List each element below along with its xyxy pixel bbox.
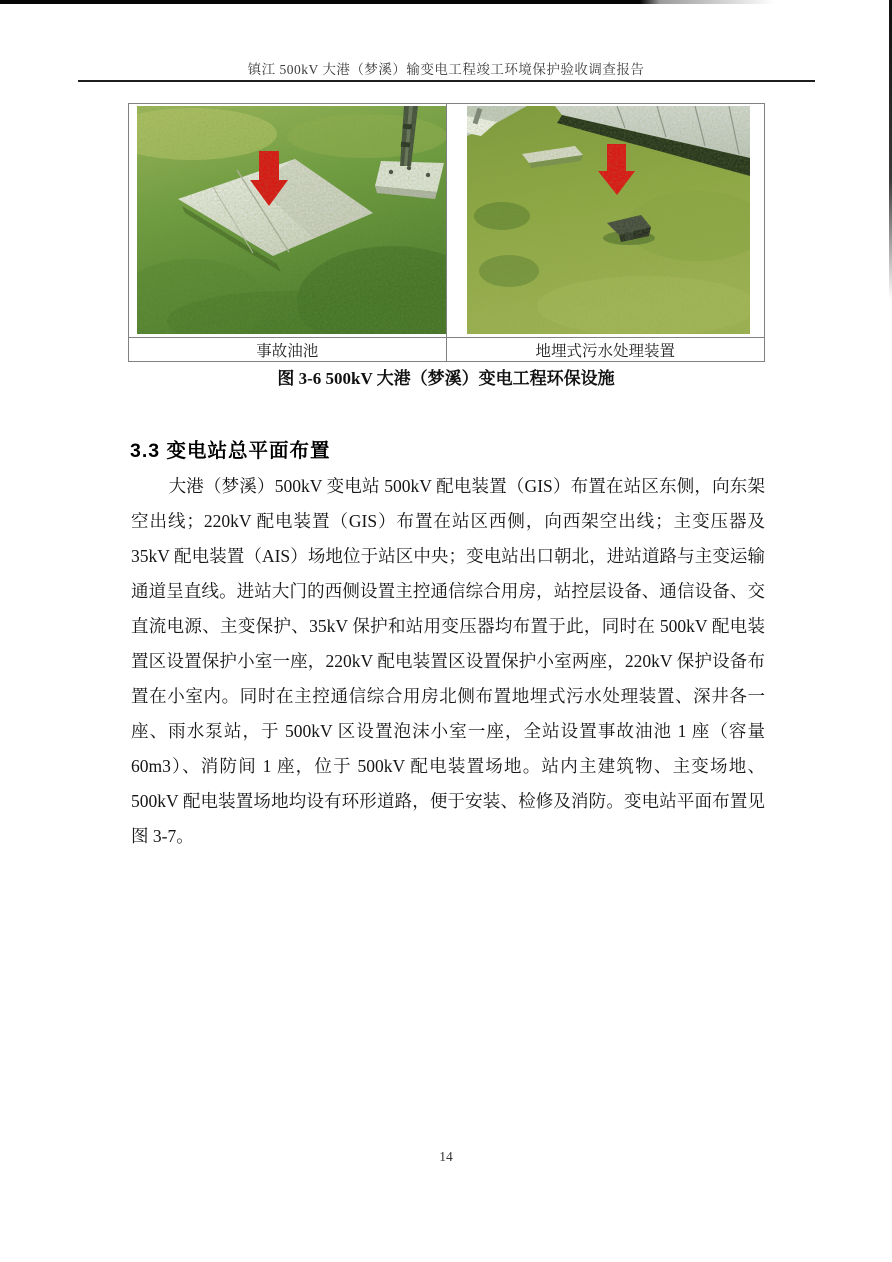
figure-caption: 图 3-6 500kV 大港（梦溪）变电工程环保设施 [277, 369, 615, 388]
photo-cell-accident-oil-pool [129, 104, 447, 337]
photo-buried-sewage-device [467, 106, 750, 334]
photo-accident-oil-pool [137, 106, 446, 334]
header-rule [78, 80, 815, 82]
photo-cell-sewage-device [447, 104, 765, 337]
page-number: 14 [439, 1149, 453, 1164]
photo-caption-accident-oil-pool: 事故油池 [129, 337, 447, 361]
page-header-title: 镇江 500kV 大港（梦溪）输变电工程竣工环境保护验收调查报告 [247, 62, 645, 77]
figure-photo-table [128, 103, 765, 362]
section-heading: 3.3 变电站总平面布置 [130, 440, 331, 462]
photo-caption-sewage-device: 地埋式污水处理装置 [447, 337, 765, 361]
body-paragraph: 大港（梦溪）500kV 变电站 500kV 配电装置（GIS）布置在站区东侧，向东架空出线；220kV 配电装置（GIS）布置在站区西侧，向西架空出线；主变压器及 35kV 配电装置（AIS）场地位于站区中央；变电站出口朝北，进站道路与主变运输通道呈直线。进站大门的西侧设置主控通信综合用房，站控层设备、通信设备、交直流电源、主变保护、35kV 保护和站用变压器均布置于此，同时在 500kV 配电装置区设置保护小室一座，220kV 配电装置区设置保护小室两座，220kV 保护设备布置在小室内。同时在主控通信综合用房北侧布置地埋式污水处理装置、深井各一座、雨水泵站，于 500kV 区设置泡沫小室一座，全站设置事故油池 1 座（容量 60m3）、消防间 1 座，位于 500kV 配电装置场地。站内主建筑物、主变场地、500kV 配电装置场地均设有环形道路，便于安装、检修及消防。变电站平面布置见图 3-7。 [131, 476, 765, 846]
scan-artifact-top [0, 0, 780, 4]
